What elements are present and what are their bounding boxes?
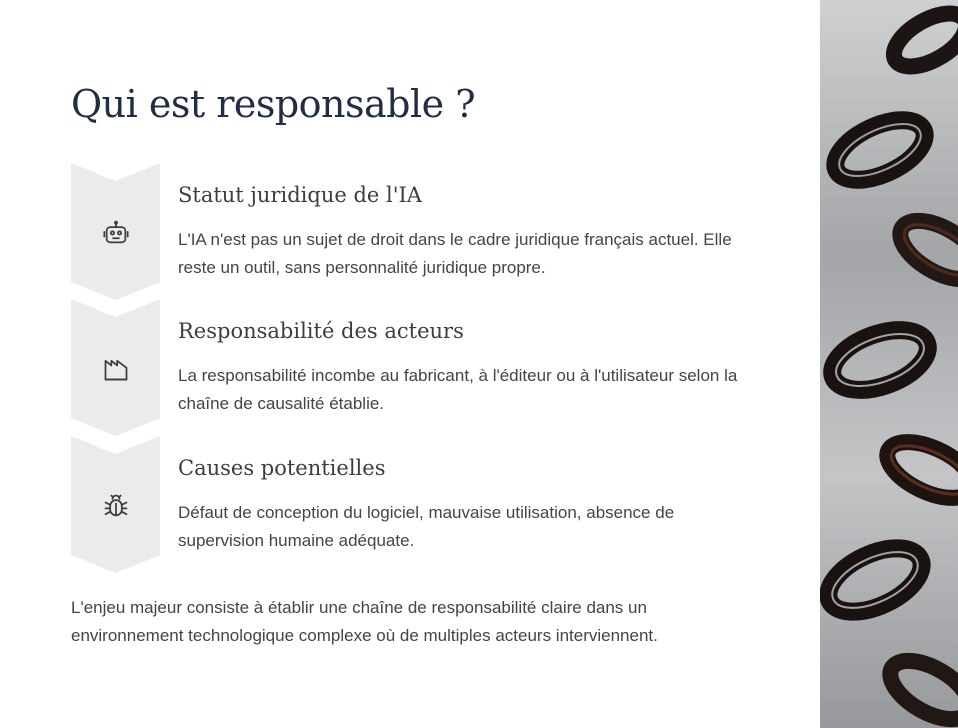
- item-description: La responsabilité incombe au fabricant, à l'éditeur ou à l'utilisateur selon la chaîne de causalité établie.: [178, 366, 738, 413]
- item-description: L'IA n'est pas un sujet de droit dans le cadre juridique français actuel. Elle reste un outil, sans personnalité juridique propre.: [178, 230, 732, 277]
- item-description: Défaut de conception du logiciel, mauvaise utilisation, absence de supervision humaine adéquate.: [178, 503, 675, 550]
- chain-photo: [820, 0, 958, 728]
- page-title: Qui est responsable ?: [71, 82, 476, 126]
- factory-icon: [102, 355, 130, 383]
- bug-icon: [102, 492, 130, 520]
- list-item-potential-causes: [71, 436, 761, 573]
- list-item-actors-liability: [71, 299, 761, 436]
- conclusion-text: L'enjeu majeur consiste à établir une chaîne de responsabilité claire dans un environnement technologique complexe où de multiples acteurs interviennent.: [71, 598, 658, 645]
- item-title: Responsabilité des acteurs: [178, 319, 464, 343]
- list-item-legal-status: [71, 163, 761, 300]
- item-title: Causes potentielles: [178, 456, 386, 480]
- item-title: Statut juridique de l'IA: [178, 183, 422, 207]
- robot-icon: [102, 219, 130, 247]
- chevron-marker: [71, 436, 160, 573]
- chain-links-illustration: [820, 0, 958, 728]
- chevron-marker: [71, 163, 160, 300]
- chevron-marker: [71, 299, 160, 436]
